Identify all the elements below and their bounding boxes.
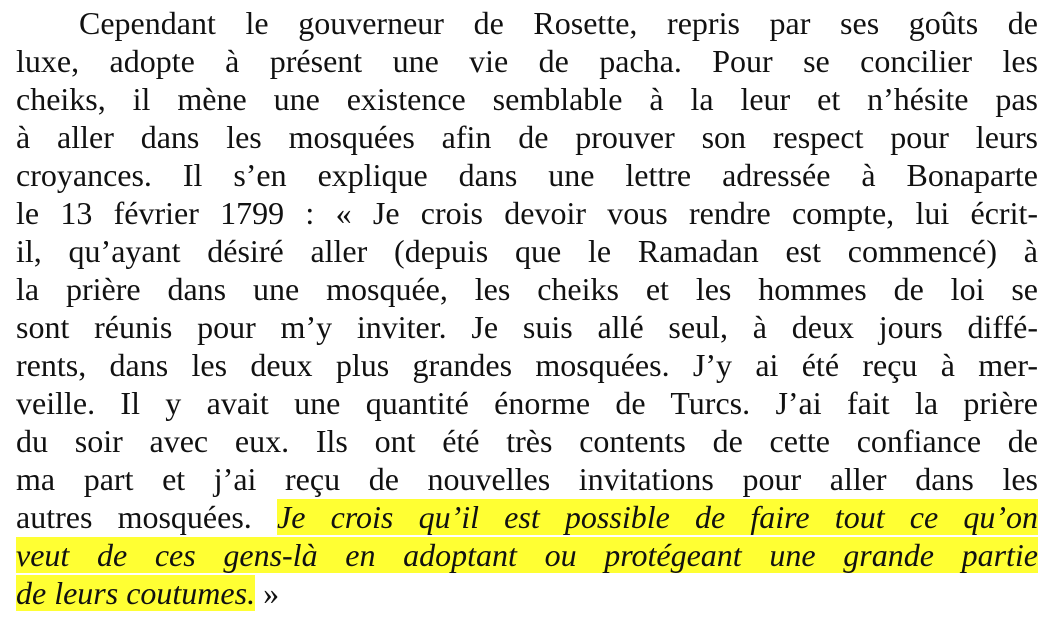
text-line	[16, 270, 1038, 308]
line-text: sont réunis pour m’y inviter. Je suis allé seul, à deux jours diffé-	[16, 309, 1038, 345]
highlighted-quote: veut de ces gens-là en adoptant ou protégeant une grande partie	[16, 537, 1038, 573]
line-text: la prière dans une mosquée, les cheiks et les hommes de loi se	[16, 271, 1038, 307]
text-line	[16, 422, 1038, 460]
line-text: il, qu’ayant désiré aller (depuis que le Ramadan est commencé) à	[16, 233, 1038, 269]
text-line	[16, 194, 1038, 232]
line-text: à aller dans les mosquées afin de prouver son respect pour leurs	[16, 119, 1038, 155]
closing-guillemet: »	[263, 575, 280, 611]
line-text: cheiks, il mène une existence semblable à la leur et n’hésite pas	[16, 81, 1038, 117]
line-text: autres mosquées.	[16, 499, 252, 535]
text-line	[16, 384, 1038, 422]
line-text: du soir avec eux. Ils ont été très contents de cette confiance de	[16, 423, 1038, 459]
line-text: Cependant le gouverneur de Rosette, repris par ses goûts de	[79, 5, 1038, 41]
line-text: ma part et j’ai reçu de nouvelles invitations pour aller dans les	[16, 461, 1038, 497]
text-line	[16, 498, 1038, 536]
line-text: le 13 février 1799 : « Je crois devoir vous rendre compte, lui écrit-	[16, 195, 1038, 231]
highlighted-quote: Je crois qu’il est possible de faire tout ce qu’on	[276, 499, 1039, 535]
line-text: rents, dans les deux plus grandes mosquées. J’y ai été reçu à mer-	[16, 347, 1038, 383]
text-line	[79, 4, 1038, 42]
text-line	[16, 346, 1038, 384]
text-line	[16, 118, 1038, 156]
line-text: veille. Il y avait une quantité énorme de Turcs. J’ai fait la prière	[16, 385, 1038, 421]
line-text: croyances. Il s’en explique dans une lettre adressée à Bonaparte	[16, 157, 1038, 193]
text-line	[16, 156, 1038, 194]
line-text: luxe, adopte à présent une vie de pacha. Pour se concilier les	[16, 43, 1038, 79]
text-line	[16, 308, 1038, 346]
text-line	[16, 536, 1038, 574]
text-line	[16, 80, 1038, 118]
text-line	[16, 574, 279, 612]
text-line	[16, 460, 1038, 498]
highlighted-quote: de leurs coutumes.	[16, 575, 256, 611]
text-line	[16, 42, 1038, 80]
text-line	[16, 232, 1038, 270]
